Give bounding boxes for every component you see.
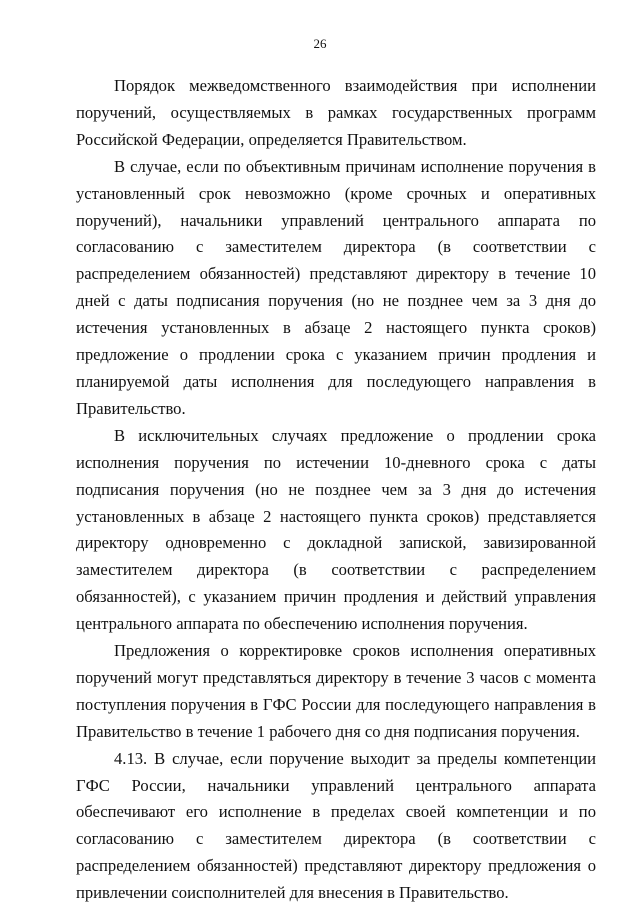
paragraph-interagency-procedure: Порядок межведомственного взаимодействия при исполнении поручений, осуществляемых в рамках государственных программ Российской Федерации, определяется Правительством. bbox=[76, 76, 596, 149]
paragraph-deadline-extension: В случае, если по объективным причинам исполнение поручения в установленный срок невозможно (кроме срочных и оперативных поручений), начальники управлений центрального аппарата по согласованию с заместителем директора (в соответствии с распределением обязанностей) представляют директору в течение 10 дней с даты подписания поручения (но не позднее чем за 3 дня до истечения установленных в абзаце 2 настоящего пункта сроков) предложение о продлении срока с указанием причин продления и планируемой даты исполнения для последующего направления в Правительство. bbox=[76, 156, 596, 418]
paragraph-operational-deadlines: Предложения о корректировке сроков исполнения оперативных поручений могут представляться директору в течение 3 часов с момента поступления поручения в ГФС России для последующего направления в Правительство в течение 1 рабочего дня со дня подписания поручения. bbox=[76, 641, 596, 741]
paragraph-section-4-13: 4.13. В случае, если поручение выходит за пределы компетенции ГФС России, начальники управлений центрального аппарата обеспечивают его исполнение в пределах своей компетенции и по согласованию с заместителем директора (в соответствии с распределением обязанностей) представляют директору предложения о привлечении соисполнителей для внесения в Правительство. bbox=[76, 748, 596, 903]
page-number: 26 bbox=[313, 36, 327, 51]
paragraph-exceptional-cases: В исключительных случаях предложение о продлении срока исполнения поручения по истечении 10-дневного срока с даты подписания поручения (но не позднее чем за 3 дня до истечения установленных в абзаце 2 настоящего пункта сроков) представляется директору одновременно с докладной запиской, завизированной заместителем директора (в соответствии с распределением обязанностей), с указанием причин продления и действий управления центрального аппарата по обеспечению исполнения поручения. bbox=[76, 425, 596, 634]
document-body bbox=[76, 73, 596, 907]
